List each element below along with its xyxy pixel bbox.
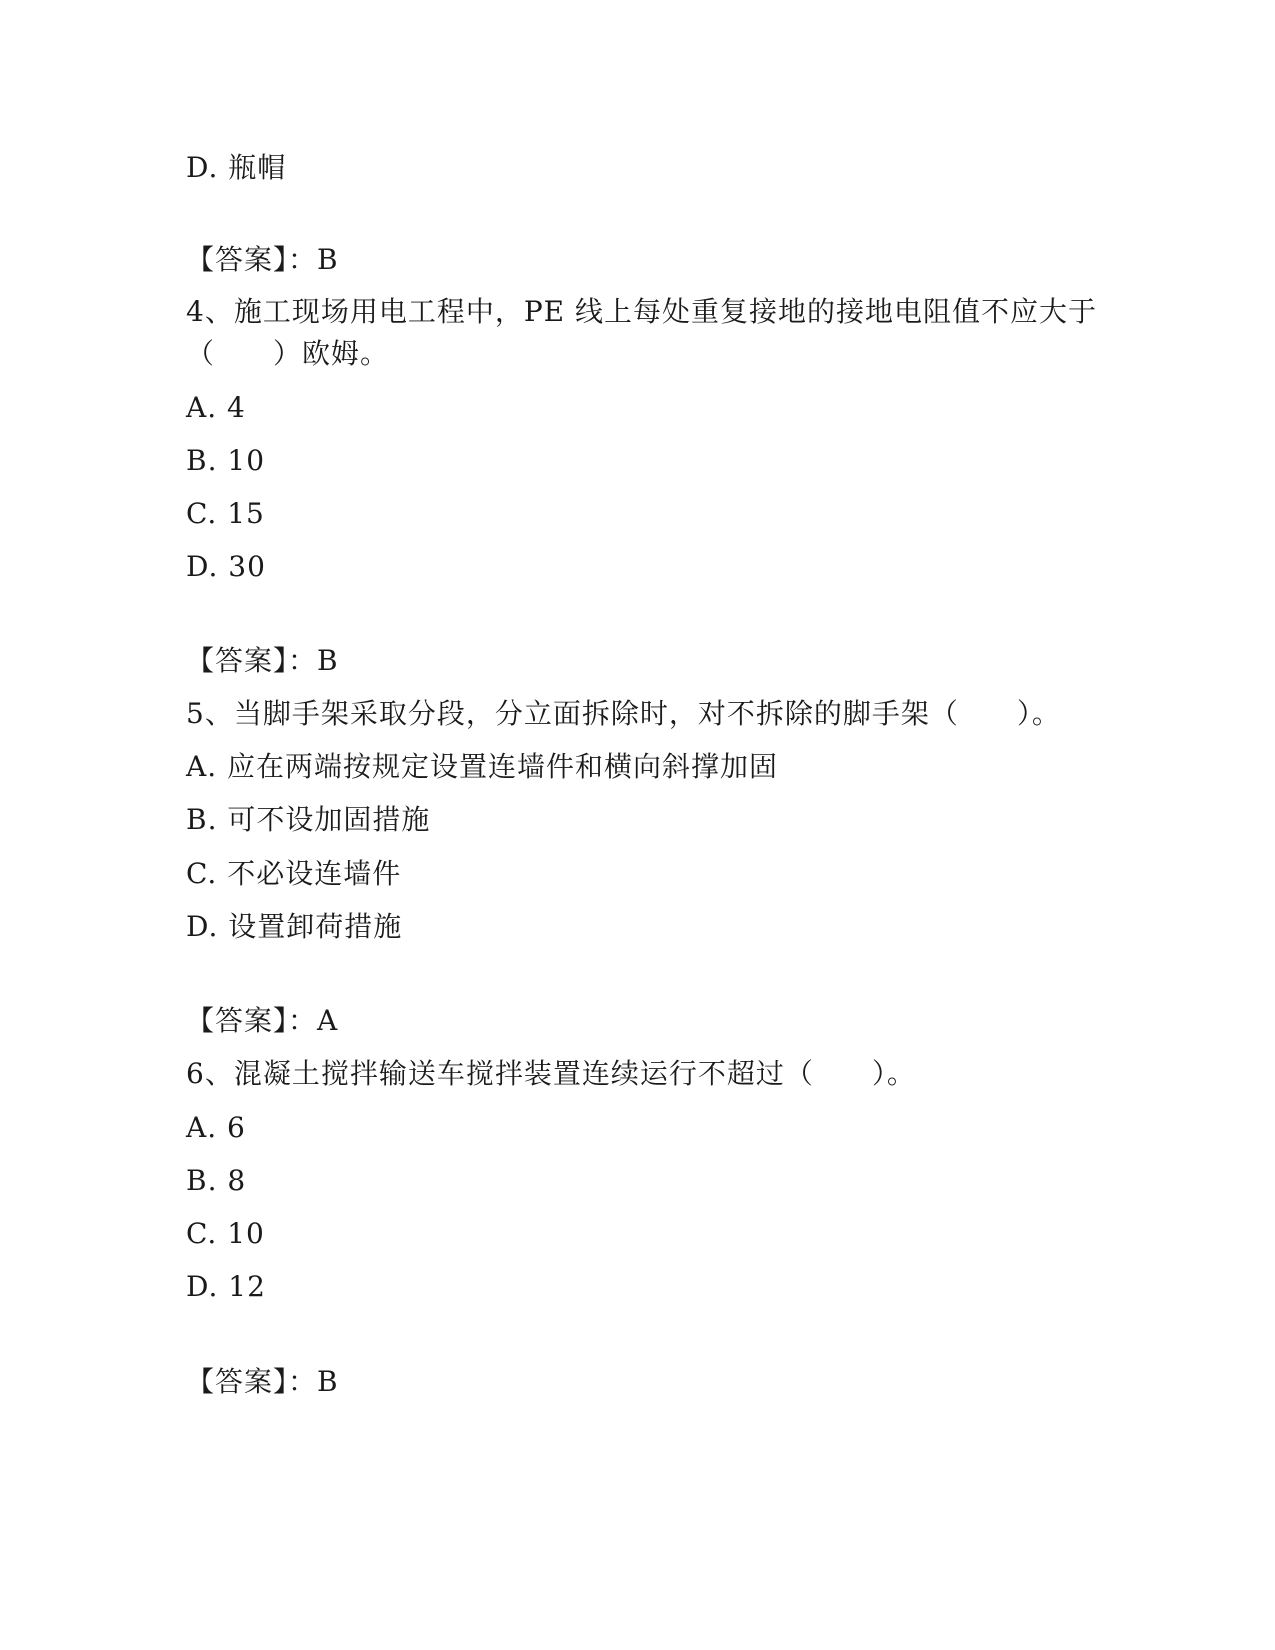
question-4-option-a: A. 4: [186, 391, 246, 424]
question-5-option-c: C. 不必设连墙件: [186, 857, 402, 890]
question-6-option-a: A. 6: [186, 1111, 246, 1144]
option-d-prev-question: D. 瓶帽: [186, 151, 287, 184]
question-6-answer: 【答案】：B: [186, 1365, 339, 1398]
question-6-option-d: D. 12: [186, 1270, 266, 1303]
question-4-text: 4、施工现场用电工程中，PE 线上每处重复接地的接地电阻值不应大于: [186, 295, 1097, 328]
question-5-answer: 【答案】：A: [186, 1004, 339, 1037]
question-6-option-b: B. 8: [186, 1164, 247, 1197]
question-4-text-cont: （ ）欧姆。: [186, 337, 390, 370]
question-5-option-a: A. 应在两端按规定设置连墙件和横向斜撑加固: [186, 750, 779, 783]
question-5-option-b: B. 可不设加固措施: [186, 803, 431, 836]
question-4-option-b: B. 10: [186, 444, 266, 477]
question-4-answer: 【答案】：B: [186, 644, 339, 677]
question-4-option-c: C. 15: [186, 497, 265, 530]
question-5-option-d: D. 设置卸荷措施: [186, 910, 403, 943]
answer-prev-question: 【答案】：B: [186, 243, 339, 276]
question-4-option-d: D. 30: [186, 550, 266, 583]
question-5-text: 5、当脚手架采取分段，分立面拆除时，对不拆除的脚手架（ ）。: [186, 697, 1061, 730]
question-6-text: 6、混凝土搅拌输送车搅拌装置连续运行不超过（ ）。: [186, 1057, 916, 1090]
question-6-option-c: C. 10: [186, 1217, 265, 1250]
